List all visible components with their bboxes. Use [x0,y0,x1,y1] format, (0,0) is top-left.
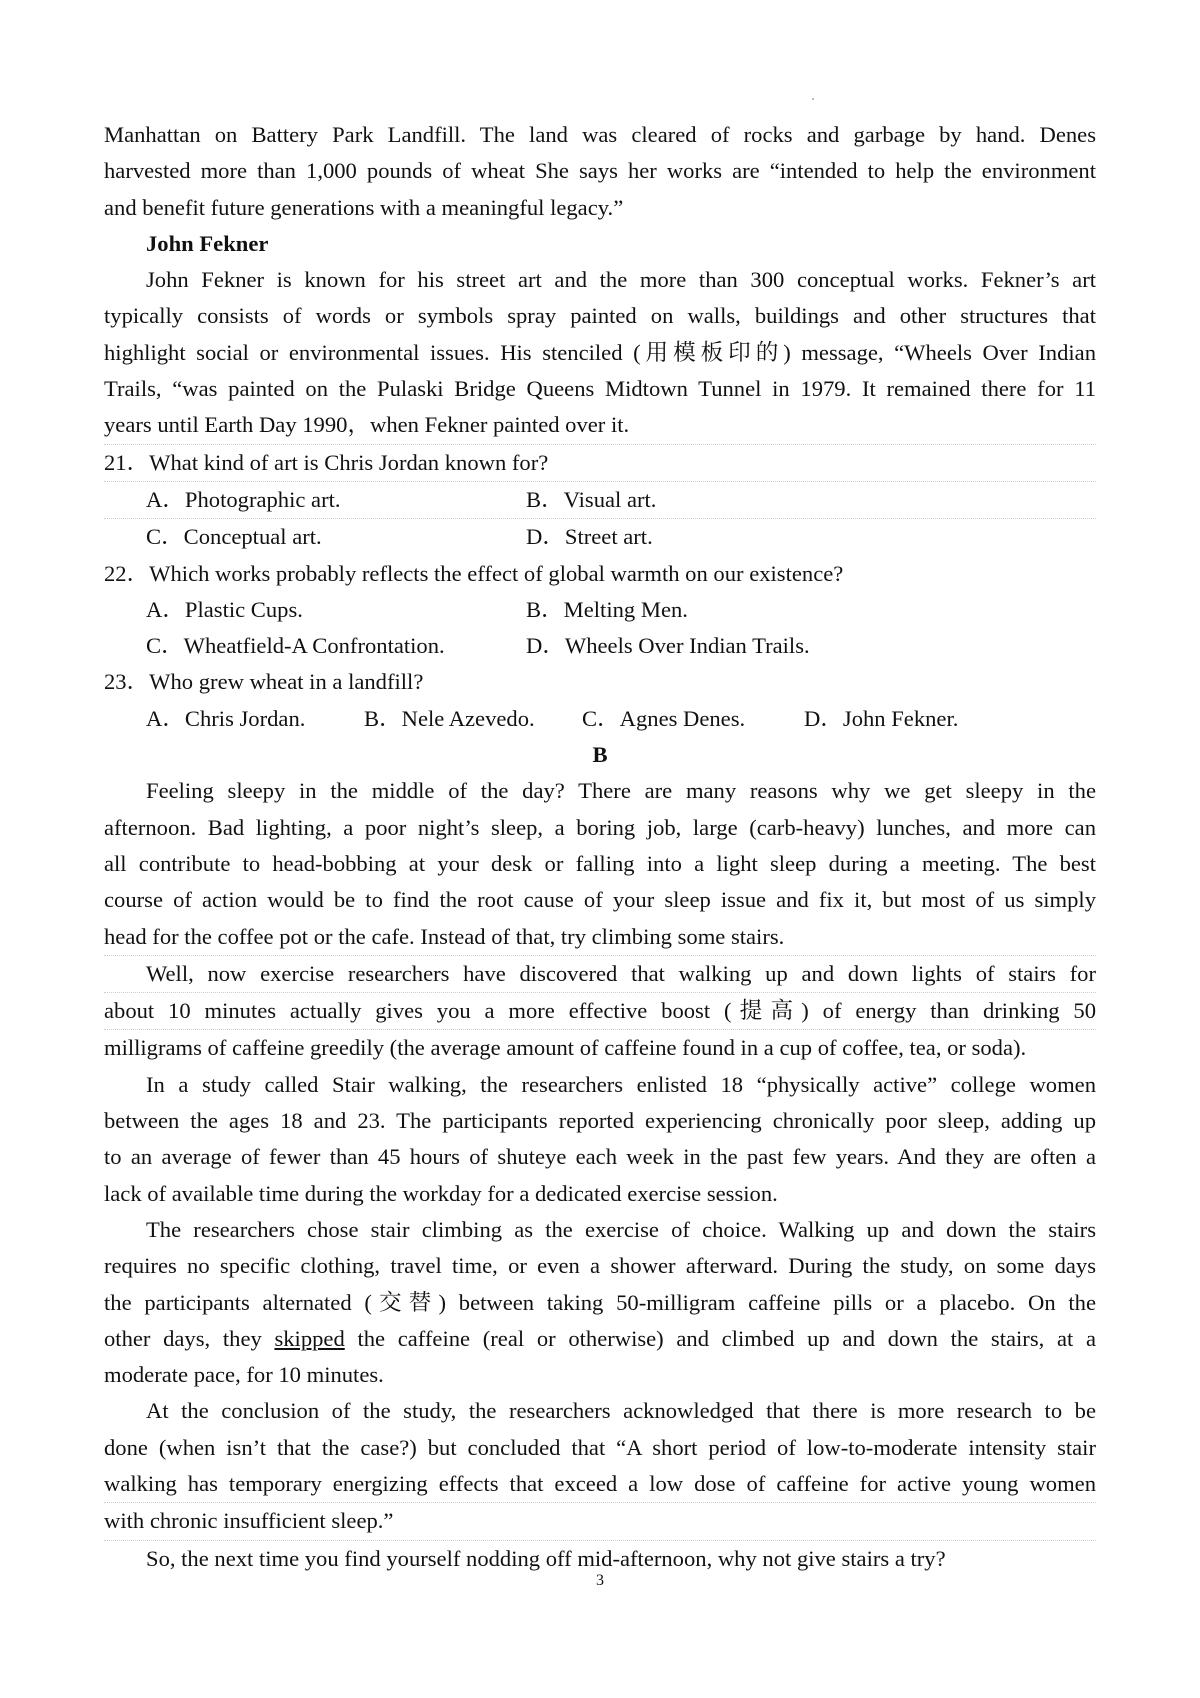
section-heading: John Fekner [146,230,269,256]
text-line: Trails, “was painted on the Pulaski Bridge Queens Midtown Tunnel in 1979. It remained there for 11 [104,376,1096,402]
question-stem: 23．Who grew wheat in a landfill? [104,669,424,695]
text-line: the participants alternated (交替) between taking 50-milligram caffeine pills or a placebo. On the [104,1289,1096,1315]
text-line: all contribute to head-bobbing at your desk or falling into a light sleep during a meeting. The best [104,850,1096,876]
option-b[interactable]: B．Nele Azevedo. [364,705,535,731]
option-a[interactable]: A．Photographic art. [146,486,341,512]
option-d[interactable]: D．Street art. [526,524,653,550]
text-line: afternoon. Bad lighting, a poor night’s sleep, a boring job, large (carb-heavy) lunches, and more can [104,814,1096,840]
text-line: years until Earth Day 1990，when Fekner painted over it. [104,407,1096,444]
question-stem: 22．Which works probably reflects the effect of global warmth on our existence? [104,560,844,586]
text-line: with chronic insufficient sleep.” [104,1503,1096,1540]
text-line: milligrams of caffeine greedily (the average amount of caffeine found in a cup of coffee, tea, or soda). [104,1035,1027,1061]
document-page [104,117,1096,1577]
text-line: highlight social or environmental issues. His stenciled (用模板印的) message, “Wheels Over Indian [104,339,1096,365]
text-line: Well, now exercise researchers have discovered that walking up and down lights of stairs for [104,956,1096,993]
text-line: head for the coffee pot or the cafe. Instead of that, try climbing some stairs. [104,919,1096,956]
underlined-word: skipped [274,1325,345,1351]
text-fragment: the caffeine (real or otherwise) and climbed up and down the stairs, at a [344,1325,1096,1351]
options-row [104,701,1096,737]
text-line: to an average of fewer than 45 hours of shuteye each week in the past few years. And they are often a [104,1144,1096,1170]
section-heading: B [592,742,608,768]
option-c[interactable]: C．Wheatfield-A Confrontation. [146,633,445,659]
option-b[interactable]: B．Visual art. [526,486,657,512]
text-line: about 10 minutes actually gives you a more effective boost (提高) of energy than drinking 50 [104,993,1096,1030]
text-line [104,1321,1096,1357]
text-line: between the ages 18 and 23. The participants reported experiencing chronically poor sleep, adding up [104,1108,1096,1134]
text-line: In a study called Stair walking, the researchers enlisted 18 “physically active” college women [146,1071,1096,1097]
stray-dot [812,98,814,100]
option-a[interactable]: A．Chris Jordan. [146,705,306,731]
text-line: So, the next time you find yourself nodding off mid-afternoon, why not give stairs a try? [146,1545,946,1571]
text-line: lack of available time during the workday for a dedicated exercise session. [104,1180,778,1206]
text-line: typically consists of words or symbols spray painted on walls, buildings and other structures that [104,303,1096,329]
text-line: moderate pace, for 10 minutes. [104,1362,384,1388]
text-line: walking has temporary energizing effects that exceed a low dose of caffeine for active young women [104,1466,1096,1503]
option-d[interactable]: D．Wheels Over Indian Trails. [526,633,810,659]
option-d[interactable]: D．John Fekner. [804,705,959,731]
options-row [104,628,1096,664]
options-row [104,482,1096,519]
question-stem: 21．What kind of art is Chris Jordan known for? [104,445,1096,482]
text-line: harvested more than 1,000 pounds of wheat She says her works are “intended to help the environment [104,158,1096,184]
option-c[interactable]: C．Conceptual art. [146,524,322,550]
text-line: requires no specific clothing, travel time, or even a shower afterward. During the study, on some days [104,1253,1096,1279]
page-number: 3 [596,1572,604,1589]
text-fragment: other days, they [104,1325,275,1351]
text-line: and benefit future generations with a meaningful legacy.” [104,194,624,220]
text-line: Manhattan on Battery Park Landfill. The land was cleared of rocks and garbage by hand. Denes [104,122,1096,147]
text-line: At the conclusion of the study, the researchers acknowledged that there is more research to be [146,1398,1096,1424]
text-line: The researchers chose stair climbing as the exercise of choice. Walking up and down the stairs [146,1216,1096,1242]
options-row [104,592,1096,628]
text-line: done (when isn’t that the case?) but concluded that “A short period of low-to-moderate intensity stair [104,1434,1096,1460]
option-c[interactable]: C．Agnes Denes. [582,705,746,731]
option-a[interactable]: A．Plastic Cups. [146,596,303,622]
text-line: course of action would be to find the root cause of your sleep issue and fix it, but most of us simply [104,887,1096,913]
text-line: John Fekner is known for his street art and the more than 300 conceptual works. Fekner’s art [146,267,1096,293]
text-line: Feeling sleepy in the middle of the day? There are many reasons why we get sleepy in the [146,778,1096,804]
options-row [104,519,1096,555]
option-b[interactable]: B．Melting Men. [526,596,688,622]
